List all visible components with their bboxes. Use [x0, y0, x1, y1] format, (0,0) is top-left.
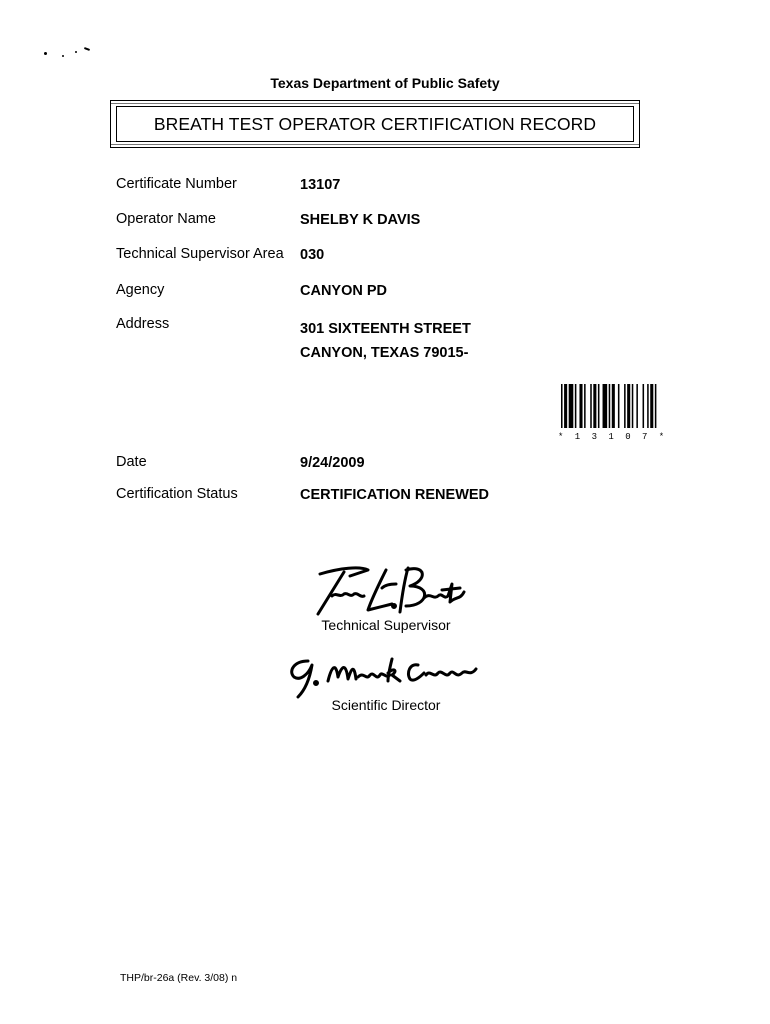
title-rule-top [111, 103, 639, 104]
technical-supervisor-area-value: 030 [300, 247, 325, 263]
certificate-number-label: Certificate Number [116, 176, 237, 192]
barcode [561, 384, 661, 428]
scan-speck [84, 47, 90, 51]
technical-supervisor-area-label: Technical Supervisor Area [116, 246, 284, 262]
agency-title: Texas Department of Public Safety [270, 75, 500, 91]
agency-value: CANYON PD [300, 283, 388, 299]
certificate-number-value: 13107 [300, 177, 341, 193]
barcode-bar [650, 384, 653, 428]
barcode-bar [603, 384, 608, 428]
barcode-bar [575, 384, 577, 428]
barcode-bar [618, 384, 620, 428]
record-title: BREATH TEST OPERATOR CERTIFICATION RECORD [153, 114, 597, 134]
barcode-bar [584, 384, 586, 428]
barcode-bar [655, 384, 657, 428]
barcode-bar [624, 384, 626, 428]
date-label: Date [116, 454, 147, 470]
certification-status-label: Certification Status [116, 486, 238, 502]
barcode-bar [564, 384, 567, 428]
record-title-box [110, 100, 640, 148]
barcode-bar [579, 384, 582, 428]
form-code: THP/br-26a (Rev. 3/08) n [120, 972, 238, 984]
barcode-bar [561, 384, 563, 428]
barcode-text: * 1 3 1 0 7 * [558, 432, 668, 442]
barcode-bar [569, 384, 574, 428]
scan-speck [75, 51, 77, 53]
technical-supervisor-signature [310, 562, 470, 618]
barcode-bar [647, 384, 649, 428]
scan-speck [62, 55, 64, 57]
title-rule-bottom [111, 144, 639, 145]
barcode-bar [590, 384, 592, 428]
barcode-bar [609, 384, 611, 428]
scan-speck [44, 52, 47, 55]
agency-label: Agency [116, 282, 165, 298]
scientific-director-signature [284, 655, 484, 699]
technical-supervisor-caption: Technical Supervisor [321, 617, 451, 633]
barcode-bar [632, 384, 634, 428]
barcode-bar [598, 384, 600, 428]
barcode-bar [612, 384, 615, 428]
barcode-bar [593, 384, 596, 428]
barcode-bar [643, 384, 645, 428]
address-label: Address [116, 316, 170, 332]
date-value: 9/24/2009 [300, 455, 365, 471]
certification-status-value: CERTIFICATION RENEWED [300, 487, 490, 503]
scientific-director-caption: Scientific Director [331, 697, 441, 713]
address-line-2: CANYON, TEXAS 79015- [300, 345, 469, 361]
operator-name-value: SHELBY K DAVIS [300, 212, 421, 228]
barcode-bar [627, 384, 630, 428]
barcode-bar [636, 384, 638, 428]
address-line-1: 301 SIXTEENTH STREET [300, 321, 471, 337]
operator-name-label: Operator Name [116, 211, 216, 227]
